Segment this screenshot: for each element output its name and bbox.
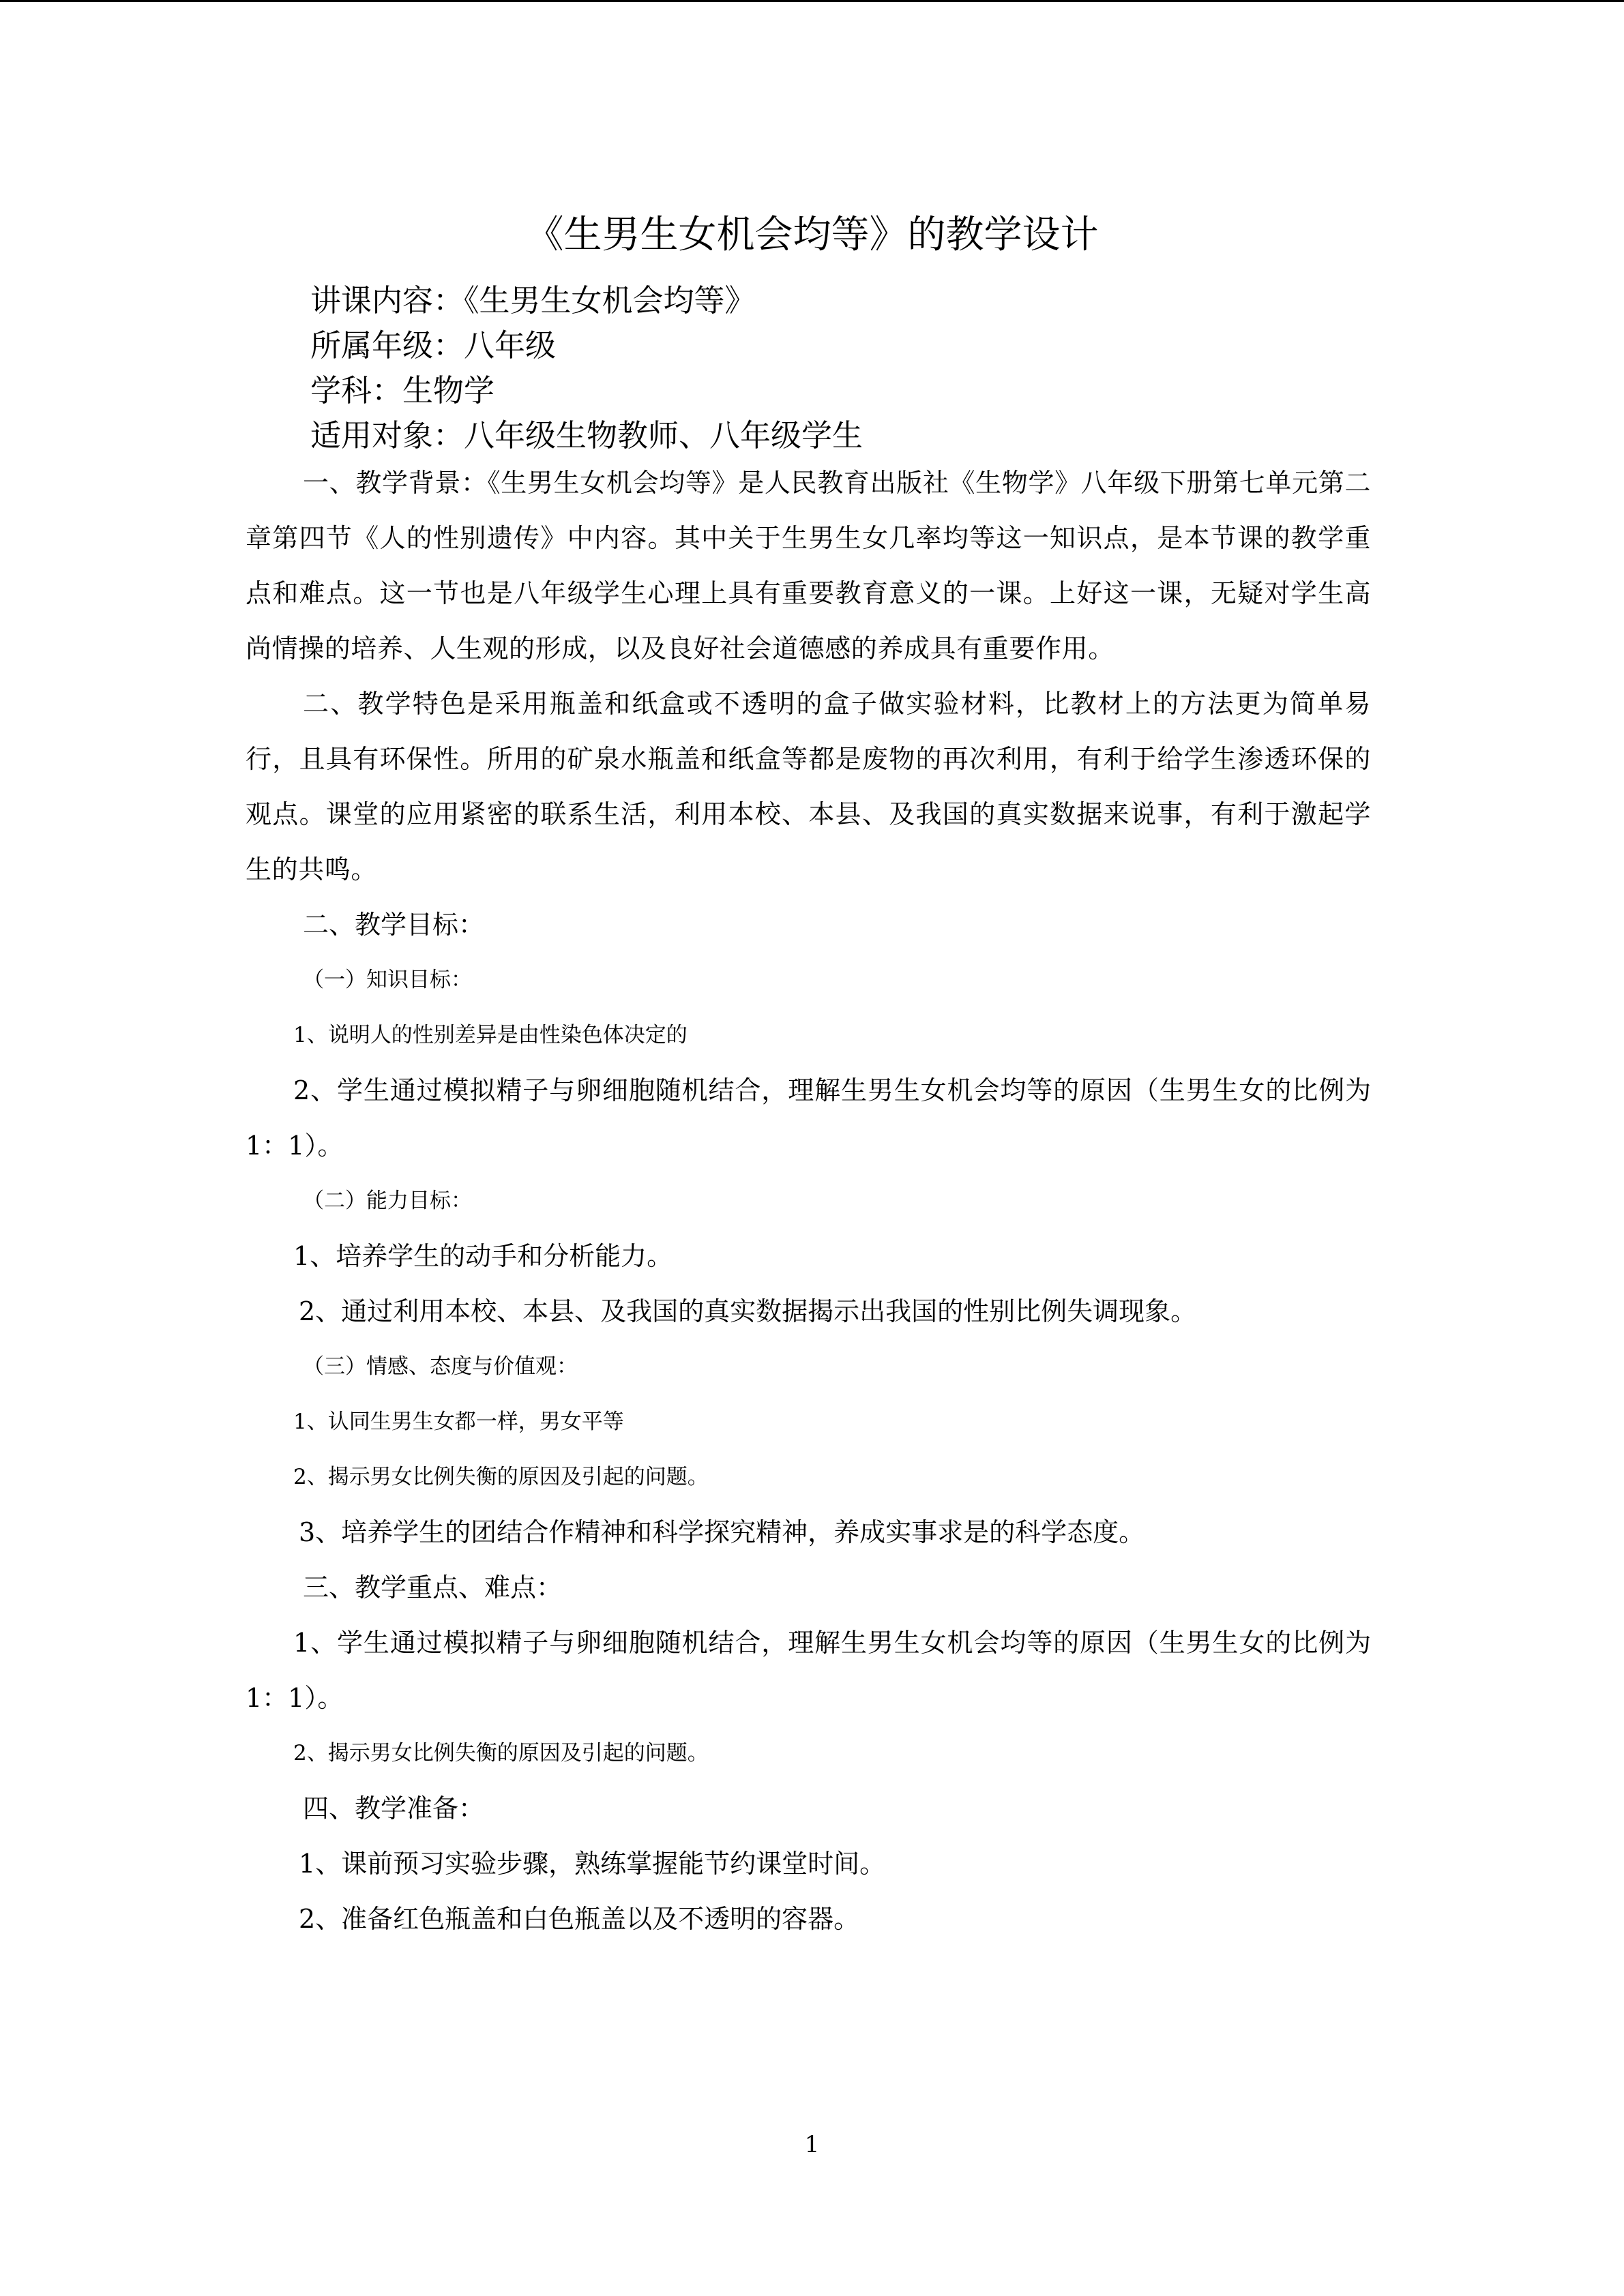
key-point-2: 2、揭示男女比例失衡的原因及引起的问题。 — [293, 1741, 709, 1765]
ability-goal-2: 2、通过利用本校、本县、及我国的真实数据揭示出我国的性别比例失调现象。 — [299, 1296, 1197, 1326]
meta-course-content: 讲课内容：《生男生女机会均等》 — [310, 282, 756, 318]
meta-grade: 所属年级：八年级 — [310, 327, 557, 363]
preparation-2: 2、准备红色瓶盖和白色瓶盖以及不透明的容器。 — [299, 1904, 860, 1934]
page-number: 1 — [804, 2131, 820, 2158]
heading-emotion-goals: （三）情感、态度与价值观： — [303, 1354, 578, 1379]
preparation-1: 1、课前预习实验步骤，熟练掌握能节约课堂时间。 — [299, 1849, 886, 1879]
paragraph-features: 二、教学特色是采用瓶盖和纸盒或不透明的盒子做实验材料，比教材上的方法更为简单易行，且具有环保性。所用的矿泉水瓶盖和纸盒等都是废物的再次利用，有利于给学生渗透环保的观点。课堂的应用紧密的联系生活，利用本校、本县、及我国的真实数据来说事，有利于激起学生的共鸣。 — [246, 689, 1371, 884]
paragraph-background: 一、教学背景：《生男生女机会均等》是人民教育出版社《生物学》八年级下册第七单元第二章第四节《人的性别遗传》中内容。其中关于生男生女几率均等这一知识点，是本节课的教学重点和难点。这一节也是八年级学生心理上具有重要教育意义的一课。上好这一课，无疑对学生高尚情操的培养、人生观的形成，以及良好社会道德感的养成具有重要作用。 — [246, 468, 1371, 664]
meta-audience: 适用对象：八年级生物教师、八年级学生 — [310, 417, 863, 453]
heading-goals: 二、教学目标： — [303, 910, 485, 940]
key-point-1: 1、学生通过模拟精子与卵细胞随机结合，理解生男生女机会均等的原因（生男生女的比例为 1：1）。 — [246, 1628, 1371, 1713]
heading-ability-goals: （二）能力目标： — [303, 1189, 472, 1213]
heading-knowledge-goals: （一）知识目标： — [303, 968, 472, 992]
document-title: 《生男生女机会均等》的教学设计 — [525, 213, 1099, 257]
emotion-goal-3: 3、培养学生的团结合作精神和科学探究精神，养成实事求是的科学态度。 — [299, 1517, 1145, 1547]
knowledge-goal-1: 1、说明人的性别差异是由性染色体决定的 — [293, 1023, 688, 1047]
meta-subject: 学科：生物学 — [310, 372, 495, 408]
ability-goal-1: 1、培养学生的动手和分析能力。 — [293, 1241, 673, 1271]
emotion-goal-2: 2、揭示男女比例失衡的原因及引起的问题。 — [293, 1465, 709, 1489]
heading-preparation: 四、教学准备： — [303, 1793, 485, 1823]
document-body — [246, 456, 1371, 1947]
knowledge-goal-2: 2、学生通过模拟精子与卵细胞随机结合，理解生男生女机会均等的原因（生男生女的比例为 1：1）。 — [246, 1075, 1371, 1161]
heading-key-points: 三、教学重点、难点： — [303, 1572, 563, 1602]
document-meta — [310, 278, 1470, 458]
emotion-goal-1: 1、认同生男生女都一样，男女平等 — [293, 1410, 624, 1434]
